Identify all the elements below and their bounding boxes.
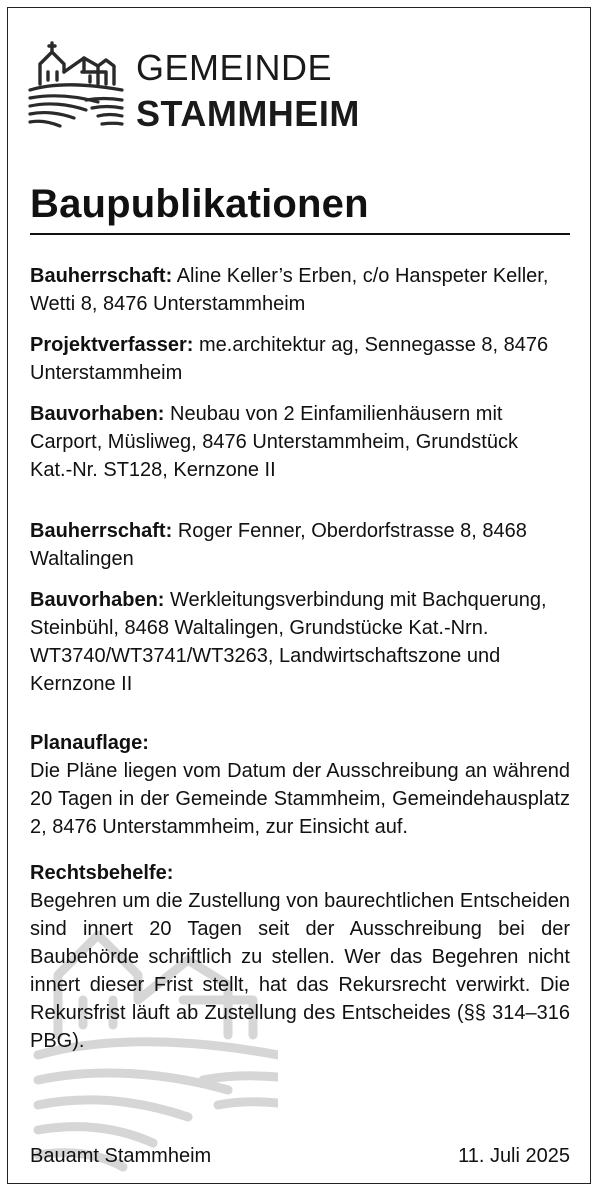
rechtsbehelfe-text: Begehren um die Zustellung von baurechtlichen Entscheiden sind innert 20 Tagen seit der Ausschreibung bei der Baubehörde schriftlich zu stellen. Wer das Begehren nicht innert dieser Frist stellt, hat das Rekursrecht verwirkt. Die Rekursfrist läuft ab Zustellung des Entscheides (§§ 314–316 PBG). xyxy=(30,890,570,1052)
rechtsbehelfe-heading: Rechtsbehelfe: xyxy=(30,862,174,884)
bauherrschaft-text: Roger Fenner, Oberdorfstrasse 8, 8468 Waltalingen xyxy=(30,520,527,570)
entry-2-bauherrschaft xyxy=(30,517,570,573)
bauvorhaben-text: Neubau von 2 Einfamilienhäusern mit Carport, Müsliweg, 8476 Unterstammheim, Grundstück Kat.-Nr. ST128, Kernzone II xyxy=(30,403,518,481)
entry-1-bauvorhaben xyxy=(30,400,570,484)
spacer xyxy=(30,497,570,517)
page-title: Baupublikationen xyxy=(30,182,369,226)
bauvorhaben-text: Werkleitungsverbindung mit Bachquerung, Steinbühl, 8468 Waltalingen, Grundstücke Kat.-Nrn. WT3740/WT3741/WT3263, Landwirtschaftszone und Kernzone II xyxy=(30,589,547,695)
bauvorhaben-label: Bauvorhaben: xyxy=(30,403,165,425)
title-divider xyxy=(30,233,570,235)
entry-2-bauvorhaben xyxy=(30,586,570,698)
footer-date: 11. Juli 2025 xyxy=(458,1145,570,1167)
bauherrschaft-label: Bauherrschaft: xyxy=(30,520,173,542)
notice-body xyxy=(30,262,570,1055)
projektverfasser-label: Projektverfasser: xyxy=(30,334,194,356)
planauflage-text: Die Pläne liegen vom Datum der Ausschreibung an während 20 Tagen in der Gemeinde Stammheim, Gemeindehausplatz 2, 8476 Unterstammheim, zur Einsicht auf. xyxy=(30,760,570,838)
planauflage-heading: Planauflage: xyxy=(30,732,149,754)
entry-1-projektverfasser xyxy=(30,331,570,387)
bauvorhaben-label: Bauvorhaben: xyxy=(30,589,165,611)
castle-hill-icon xyxy=(26,38,126,132)
spacer xyxy=(30,711,570,729)
brand-line-2: STAMMHEIM xyxy=(136,93,360,134)
projektverfasser-text: me.architektur ag, Sennegasse 8, 8476 Unterstammheim xyxy=(30,334,549,384)
entry-1-bauherrschaft xyxy=(30,262,570,318)
bauherrschaft-text: Aline Keller’s Erben, c/o Hanspeter Keller, Wetti 8, 8476 Unterstammheim xyxy=(30,265,549,315)
bauherrschaft-label: Bauherrschaft: xyxy=(30,265,173,287)
footer-office: Bauamt Stammheim xyxy=(30,1145,212,1167)
brand-line-1: GEMEINDE xyxy=(136,47,333,88)
spacer xyxy=(30,841,570,859)
